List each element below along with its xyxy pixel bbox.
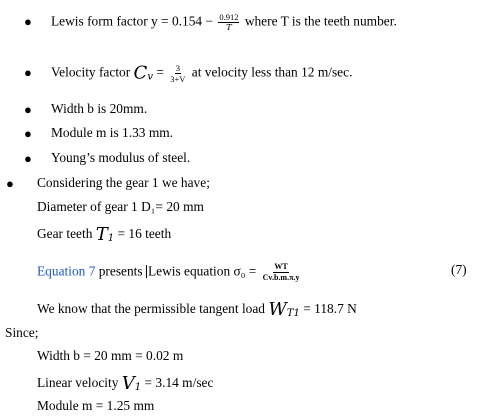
bullet-mark: ● [24,126,32,141]
text-cursor [146,265,147,278]
bullet-mark: ● [6,176,14,191]
bullet-mark: ● [24,151,32,166]
bullet-mark: ● [24,14,32,29]
module-line: Module m = 1.25 mm [37,398,155,413]
bullet-mark: ● [24,65,32,80]
since-line: Since; [5,325,39,340]
lewis-form-factor-line: Lewis form factor y = 0.154 − $\frac{0.912}{T}$ where T is the teeth number. [51,12,397,33]
fraction: $\frac{0.912}{T}$ [219,12,239,33]
module-bullet: Module m is 1.33 mm. [51,125,174,140]
tangent-load-line: We know that the permissible tangent load $W_{T1} = 118.7$ N [37,299,357,320]
width-line: Width b = 20 mm = 0.02 m [37,348,184,363]
equation-number: (7) [451,262,467,277]
youngs-modulus-bullet: Young’s modulus of steel. [51,150,191,165]
width-bullet: Width b is 20mm. [51,101,148,116]
gear-teeth-line: Gear teeth $T_1 = 16$ teeth [37,224,172,245]
equation-link[interactable]: Equation 7 [37,263,96,279]
fraction: $\frac{WT}{Cv.b.m.\pi.y}$ [262,262,300,282]
equation-line: Equation 7 presents Lewis equation σ₀ = $\frac{WT}{Cv.b.m.\pi.y}$ [37,262,300,282]
velocity-factor-line: Velocity factor $C_v$ = $\frac{3}{3+V}$ at velocity less than 12 m/sec. [51,62,353,84]
diameter-line: Diameter of gear 1 D₁= 20 mm [37,199,204,214]
bullet-mark: ● [24,102,32,117]
considering-gear-line: Considering the gear 1 we have; [37,175,210,190]
fraction: $\frac{3}{3+V}$ [170,63,186,84]
linear-velocity-line: Linear velocity $V_1 = 3.14$ m/sec [37,373,214,394]
